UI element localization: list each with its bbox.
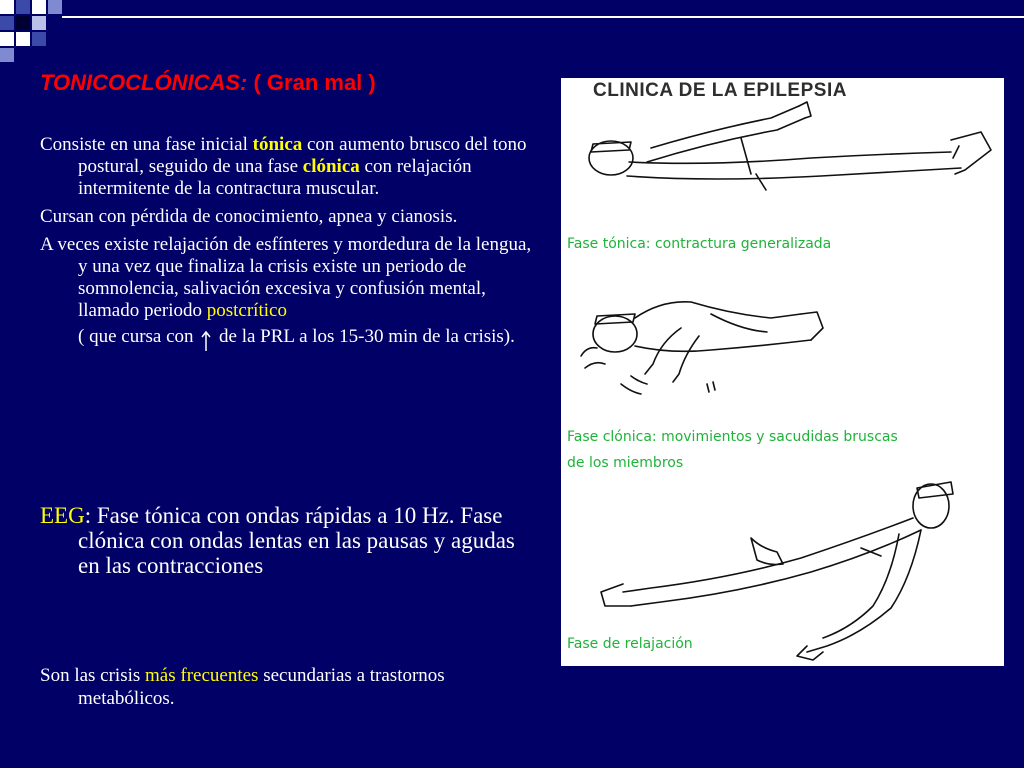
paragraph-postcritical: A veces existe relajación de esfínteres y mordedura de la lengua, y una vez que finaliza la crisis existe un periodo de somnolencia, salivación excesiva y confusión mental, llamado periodo postcrítico xyxy=(40,234,532,321)
caption-clonic-phase-cont: de los miembros xyxy=(567,455,684,471)
caption-tonic-phase: Fase tónica: contractura generalizada xyxy=(567,236,832,252)
body-text xyxy=(40,134,532,352)
caption-relaxation-phase: Fase de relajación xyxy=(567,636,693,652)
frequency-paragraph: Son las crisis más frecuentes secundarias a trastornos metabólicos. xyxy=(40,665,445,709)
slide-title: TONICOCLÓNICAS: ( Gran mal ) xyxy=(40,70,376,95)
paragraph-tonic-clonic: Consiste en una fase inicial tónica con aumento brusco del tono postural, seguido de una fase clónica con relajación intermitente de la contractura muscular. xyxy=(40,134,527,199)
up-arrow-icon xyxy=(198,330,214,352)
paragraph-symptoms: Cursan con pérdida de conocimiento, apnea y cianosis. xyxy=(40,206,458,227)
header-line xyxy=(62,16,1024,18)
eeg-paragraph: EEG: Fase tónica con ondas rápidas a 10 Hz. Fase clónica con ondas lentas en las pausas y agudas en las contracciones xyxy=(40,503,515,578)
figure-title: CLINICA DE LA EPILEPSIA xyxy=(593,80,847,101)
epilepsy-illustration xyxy=(561,78,1004,666)
caption-clonic-phase: Fase clónica: movimientos y sacudidas bruscas xyxy=(567,429,898,445)
seizure-phases-drawing xyxy=(561,78,1004,666)
paragraph-prl: ( que cursa con de la PRL a los 15-30 min de la crisis). xyxy=(40,322,532,352)
